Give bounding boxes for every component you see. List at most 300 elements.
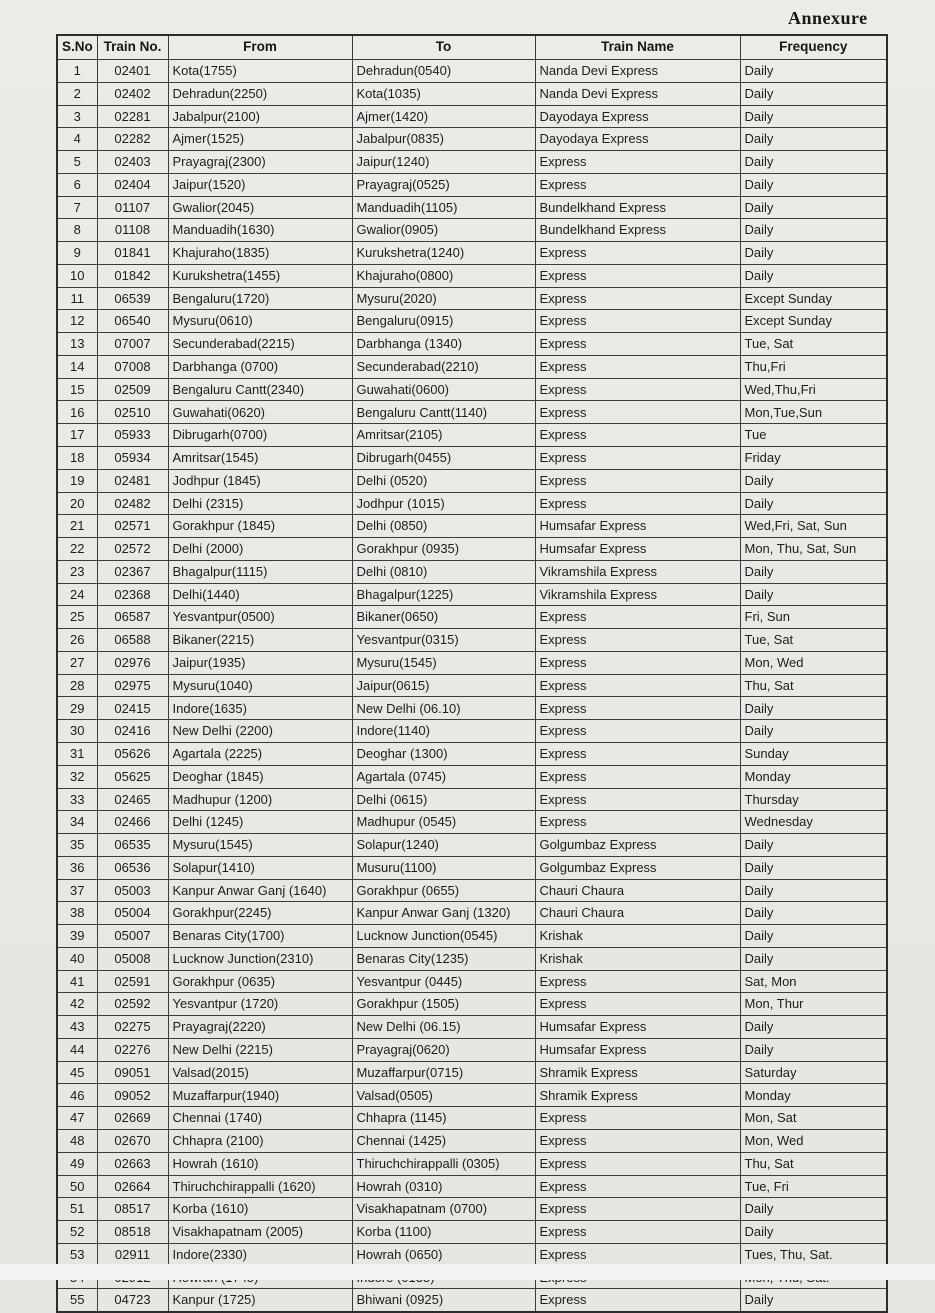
cell-train-no: 02572 <box>97 538 168 561</box>
cell-frequency: Tue, Sat <box>740 629 887 652</box>
cell-from: Yesvantpur (1720) <box>168 993 352 1016</box>
cell-train-no: 02275 <box>97 1016 168 1039</box>
cell-to: Manduadih(1105) <box>352 196 535 219</box>
cell-name: Express <box>535 1152 740 1175</box>
table-row <box>57 1107 887 1130</box>
cell-sno: 13 <box>57 333 97 356</box>
table-header-row <box>57 35 887 60</box>
cell-frequency: Tue, Sat <box>740 333 887 356</box>
column-header-to: To <box>352 35 535 60</box>
cell-train-no: 06535 <box>97 834 168 857</box>
table-row <box>57 1152 887 1175</box>
cell-name: Humsafar Express <box>535 1016 740 1039</box>
cell-sno: 8 <box>57 219 97 242</box>
cell-to: Chennai (1425) <box>352 1129 535 1152</box>
cell-train-no: 05626 <box>97 742 168 765</box>
cell-name: Nanda Devi Express <box>535 60 740 83</box>
table-row <box>57 128 887 151</box>
cell-name: Golgumbaz Express <box>535 834 740 857</box>
cell-train-no: 02664 <box>97 1175 168 1198</box>
cell-name: Vikramshila Express <box>535 583 740 606</box>
cell-to: Gorakhpur (0935) <box>352 538 535 561</box>
cell-from: Jaipur(1520) <box>168 173 352 196</box>
cell-to: Visakhapatnam (0700) <box>352 1198 535 1221</box>
cell-sno: 47 <box>57 1107 97 1130</box>
cell-sno: 14 <box>57 355 97 378</box>
cell-frequency: Mon, Thu, Sat, Sun <box>740 538 887 561</box>
cell-from: Gorakhpur (0635) <box>168 970 352 993</box>
cell-name: Express <box>535 173 740 196</box>
table-row <box>57 151 887 174</box>
cell-train-no: 02403 <box>97 151 168 174</box>
cell-from: Lucknow Junction(2310) <box>168 947 352 970</box>
cell-from: Mysuru(1040) <box>168 674 352 697</box>
table-row <box>57 651 887 674</box>
table-row <box>57 196 887 219</box>
cell-name: Express <box>535 720 740 743</box>
cell-frequency: Daily <box>740 947 887 970</box>
cell-from: Gwalior(2045) <box>168 196 352 219</box>
cell-frequency: Daily <box>740 60 887 83</box>
cell-to: Musuru(1100) <box>352 856 535 879</box>
cell-name: Express <box>535 492 740 515</box>
cell-frequency: Monday <box>740 1084 887 1107</box>
train-schedule-table <box>56 34 888 1313</box>
cell-from: Prayagraj(2220) <box>168 1016 352 1039</box>
cell-from: Agartala (2225) <box>168 742 352 765</box>
cell-frequency: Mon,Tue,Sun <box>740 401 887 424</box>
cell-from: Bengaluru Cantt(2340) <box>168 378 352 401</box>
column-header-name: Train Name <box>535 35 740 60</box>
cell-frequency: Daily <box>740 1038 887 1061</box>
cell-sno: 38 <box>57 902 97 925</box>
cell-from: Thiruchchirappalli (1620) <box>168 1175 352 1198</box>
cell-to: Indore(1140) <box>352 720 535 743</box>
cell-sno: 22 <box>57 538 97 561</box>
cell-to: Howrah (0650) <box>352 1243 535 1266</box>
cell-name: Express <box>535 287 740 310</box>
cell-sno: 30 <box>57 720 97 743</box>
cell-train-no: 06587 <box>97 606 168 629</box>
cell-frequency: Daily <box>740 856 887 879</box>
cell-frequency: Mon, Thur <box>740 993 887 1016</box>
table-row <box>57 1221 887 1244</box>
cell-name: Express <box>535 355 740 378</box>
table-row <box>57 287 887 310</box>
table-row <box>57 1129 887 1152</box>
cell-from: Delhi (2315) <box>168 492 352 515</box>
cell-to: Gorakhpur (0655) <box>352 879 535 902</box>
cell-to: Gorakhpur (1505) <box>352 993 535 1016</box>
table-row <box>57 765 887 788</box>
cell-sno: 4 <box>57 128 97 151</box>
table-row <box>57 993 887 1016</box>
cell-sno: 45 <box>57 1061 97 1084</box>
table-row <box>57 447 887 470</box>
cell-from: Delhi(1440) <box>168 583 352 606</box>
cell-frequency: Daily <box>740 196 887 219</box>
cell-to: Ajmer(1420) <box>352 105 535 128</box>
cell-to: New Delhi (06.15) <box>352 1016 535 1039</box>
cell-from: Howrah (1610) <box>168 1152 352 1175</box>
cell-name: Chauri Chaura <box>535 902 740 925</box>
cell-sno: 10 <box>57 264 97 287</box>
cell-train-no: 02592 <box>97 993 168 1016</box>
cell-sno: 16 <box>57 401 97 424</box>
cell-train-no: 01108 <box>97 219 168 242</box>
column-header-train-no: Train No. <box>97 35 168 60</box>
cell-from: Benaras City(1700) <box>168 925 352 948</box>
cell-name: Express <box>535 629 740 652</box>
cell-from: Darbhanga (0700) <box>168 355 352 378</box>
cell-to: Dibrugarh(0455) <box>352 447 535 470</box>
cell-to: Agartala (0745) <box>352 765 535 788</box>
cell-frequency: Thu,Fri <box>740 355 887 378</box>
table-row <box>57 469 887 492</box>
cell-sno: 35 <box>57 834 97 857</box>
cell-sno: 9 <box>57 242 97 265</box>
cell-train-no: 05003 <box>97 879 168 902</box>
column-header-sno: S.No <box>57 35 97 60</box>
cell-sno: 7 <box>57 196 97 219</box>
cell-from: Guwahati(0620) <box>168 401 352 424</box>
cell-from: Ajmer(1525) <box>168 128 352 151</box>
cell-to: Darbhanga (1340) <box>352 333 535 356</box>
cell-sno: 41 <box>57 970 97 993</box>
cell-to: Yesvantpur(0315) <box>352 629 535 652</box>
cell-frequency: Daily <box>740 879 887 902</box>
cell-sno: 17 <box>57 424 97 447</box>
cell-to: Bengaluru(0915) <box>352 310 535 333</box>
cell-name: Express <box>535 606 740 629</box>
cell-name: Express <box>535 264 740 287</box>
cell-sno: 20 <box>57 492 97 515</box>
cell-sno: 46 <box>57 1084 97 1107</box>
cell-frequency: Daily <box>740 492 887 515</box>
cell-name: Krishak <box>535 947 740 970</box>
cell-sno: 26 <box>57 629 97 652</box>
cell-sno: 33 <box>57 788 97 811</box>
cell-sno: 43 <box>57 1016 97 1039</box>
cell-sno: 3 <box>57 105 97 128</box>
train-table-body <box>57 60 887 1313</box>
cell-to: Guwahati(0600) <box>352 378 535 401</box>
cell-name: Express <box>535 447 740 470</box>
cell-name: Vikramshila Express <box>535 560 740 583</box>
cell-name: Shramik Express <box>535 1084 740 1107</box>
cell-sno: 23 <box>57 560 97 583</box>
column-header-from: From <box>168 35 352 60</box>
cell-from: Bhagalpur(1115) <box>168 560 352 583</box>
cell-from: Kurukshetra(1455) <box>168 264 352 287</box>
cell-train-no: 02670 <box>97 1129 168 1152</box>
cell-frequency: Thursday <box>740 788 887 811</box>
cell-sno: 25 <box>57 606 97 629</box>
cell-from: Yesvantpur(0500) <box>168 606 352 629</box>
cell-to: Jaipur(0615) <box>352 674 535 697</box>
table-row <box>57 1016 887 1039</box>
cell-sno: 44 <box>57 1038 97 1061</box>
table-row <box>57 856 887 879</box>
cell-frequency: Daily <box>740 925 887 948</box>
cell-frequency: Daily <box>740 697 887 720</box>
cell-from: Kanpur (1725) <box>168 1289 352 1312</box>
cell-train-no: 02663 <box>97 1152 168 1175</box>
cell-to: Kanpur Anwar Ganj (1320) <box>352 902 535 925</box>
cell-train-no: 01842 <box>97 264 168 287</box>
cell-to: Delhi (0850) <box>352 515 535 538</box>
cell-to: Bengaluru Cantt(1140) <box>352 401 535 424</box>
cell-train-no: 02481 <box>97 469 168 492</box>
cell-sno: 42 <box>57 993 97 1016</box>
cell-to: Korba (1100) <box>352 1221 535 1244</box>
table-row <box>57 834 887 857</box>
cell-name: Express <box>535 310 740 333</box>
cell-train-no: 02911 <box>97 1243 168 1266</box>
cell-from: New Delhi (2215) <box>168 1038 352 1061</box>
cell-from: Bengaluru(1720) <box>168 287 352 310</box>
cell-frequency: Sunday <box>740 742 887 765</box>
cell-to: Khajuraho(0800) <box>352 264 535 287</box>
cell-frequency: Daily <box>740 469 887 492</box>
cell-to: Gwalior(0905) <box>352 219 535 242</box>
cell-sno: 34 <box>57 811 97 834</box>
cell-name: Express <box>535 1107 740 1130</box>
cell-frequency: Daily <box>740 560 887 583</box>
cell-frequency: Sat, Mon <box>740 970 887 993</box>
cell-frequency: Daily <box>740 720 887 743</box>
cell-sno: 50 <box>57 1175 97 1198</box>
cell-train-no: 06540 <box>97 310 168 333</box>
cell-to: Amritsar(2105) <box>352 424 535 447</box>
cell-to: Solapur(1240) <box>352 834 535 857</box>
cell-frequency: Daily <box>740 1289 887 1312</box>
cell-frequency: Thu, Sat <box>740 1152 887 1175</box>
table-row <box>57 925 887 948</box>
table-row <box>57 674 887 697</box>
cell-frequency: Except Sunday <box>740 287 887 310</box>
cell-train-no: 01107 <box>97 196 168 219</box>
table-row <box>57 1243 887 1266</box>
cell-name: Express <box>535 765 740 788</box>
cell-to: Prayagraj(0525) <box>352 173 535 196</box>
table-row <box>57 401 887 424</box>
cell-to: Mysuru(2020) <box>352 287 535 310</box>
cell-train-no: 01841 <box>97 242 168 265</box>
cell-to: Benaras City(1235) <box>352 947 535 970</box>
table-row <box>57 173 887 196</box>
cell-frequency: Daily <box>740 105 887 128</box>
table-row <box>57 355 887 378</box>
cell-sno: 24 <box>57 583 97 606</box>
cell-train-no: 02415 <box>97 697 168 720</box>
cell-sno: 52 <box>57 1221 97 1244</box>
cell-frequency: Daily <box>740 242 887 265</box>
cell-train-no: 09052 <box>97 1084 168 1107</box>
cell-sno: 12 <box>57 310 97 333</box>
table-row <box>57 1061 887 1084</box>
table-row <box>57 538 887 561</box>
cell-name: Express <box>535 1175 740 1198</box>
cell-to: Bhiwani (0925) <box>352 1289 535 1312</box>
cell-to: Delhi (0520) <box>352 469 535 492</box>
cell-sno: 49 <box>57 1152 97 1175</box>
table-row <box>57 492 887 515</box>
cell-sno: 39 <box>57 925 97 948</box>
cell-sno: 53 <box>57 1243 97 1266</box>
cell-to: Valsad(0505) <box>352 1084 535 1107</box>
cell-from: New Delhi (2200) <box>168 720 352 743</box>
cell-to: Howrah (0310) <box>352 1175 535 1198</box>
cell-train-no: 05934 <box>97 447 168 470</box>
cell-from: Mysuru(0610) <box>168 310 352 333</box>
table-row <box>57 242 887 265</box>
cell-from: Dehradun(2250) <box>168 82 352 105</box>
cell-train-no: 07007 <box>97 333 168 356</box>
cell-sno: 1 <box>57 60 97 83</box>
cell-from: Bikaner(2215) <box>168 629 352 652</box>
cell-frequency: Daily <box>740 128 887 151</box>
cell-train-no: 02510 <box>97 401 168 424</box>
cell-train-no: 02368 <box>97 583 168 606</box>
cell-frequency: Tue <box>740 424 887 447</box>
cell-name: Express <box>535 469 740 492</box>
cell-name: Humsafar Express <box>535 538 740 561</box>
cell-name: Bundelkhand Express <box>535 219 740 242</box>
cell-name: Nanda Devi Express <box>535 82 740 105</box>
cell-frequency: Monday <box>740 765 887 788</box>
cell-from: Visakhapatnam (2005) <box>168 1221 352 1244</box>
cell-train-no: 08518 <box>97 1221 168 1244</box>
cell-name: Express <box>535 1129 740 1152</box>
cell-to: Bhagalpur(1225) <box>352 583 535 606</box>
cell-from: Dibrugarh(0700) <box>168 424 352 447</box>
cell-frequency: Wed,Thu,Fri <box>740 378 887 401</box>
cell-sno: 51 <box>57 1198 97 1221</box>
cell-from: Amritsar(1545) <box>168 447 352 470</box>
cell-frequency: Wednesday <box>740 811 887 834</box>
cell-name: Express <box>535 378 740 401</box>
table-row <box>57 879 887 902</box>
table-row <box>57 1175 887 1198</box>
cell-sno: 6 <box>57 173 97 196</box>
cell-from: Manduadih(1630) <box>168 219 352 242</box>
cell-train-no: 07008 <box>97 355 168 378</box>
cell-from: Secunderabad(2215) <box>168 333 352 356</box>
cell-train-no: 05007 <box>97 925 168 948</box>
cell-train-no: 02401 <box>97 60 168 83</box>
cell-train-no: 06539 <box>97 287 168 310</box>
cell-train-no: 02591 <box>97 970 168 993</box>
cell-from: Prayagraj(2300) <box>168 151 352 174</box>
cell-frequency: Daily <box>740 219 887 242</box>
cell-name: Express <box>535 742 740 765</box>
cell-sno: 55 <box>57 1289 97 1312</box>
cell-to: Dehradun(0540) <box>352 60 535 83</box>
cell-sno: 31 <box>57 742 97 765</box>
cell-frequency: Daily <box>740 1016 887 1039</box>
cell-train-no: 02571 <box>97 515 168 538</box>
cell-to: Prayagraj(0620) <box>352 1038 535 1061</box>
cell-train-no: 05004 <box>97 902 168 925</box>
cell-name: Bundelkhand Express <box>535 196 740 219</box>
cell-sno: 40 <box>57 947 97 970</box>
cell-name: Chauri Chaura <box>535 879 740 902</box>
cell-train-no: 05933 <box>97 424 168 447</box>
cell-name: Express <box>535 1289 740 1312</box>
cell-from: Delhi (1245) <box>168 811 352 834</box>
table-row <box>57 82 887 105</box>
cell-from: Solapur(1410) <box>168 856 352 879</box>
table-row <box>57 742 887 765</box>
table-row <box>57 333 887 356</box>
cell-frequency: Mon, Wed <box>740 1129 887 1152</box>
cell-train-no: 02404 <box>97 173 168 196</box>
cell-frequency: Daily <box>740 264 887 287</box>
scan-edge-strip <box>0 1264 935 1280</box>
cell-sno: 19 <box>57 469 97 492</box>
cell-frequency: Thu, Sat <box>740 674 887 697</box>
cell-to: Thiruchchirappalli (0305) <box>352 1152 535 1175</box>
cell-train-no: 02282 <box>97 128 168 151</box>
cell-name: Express <box>535 697 740 720</box>
cell-sno: 48 <box>57 1129 97 1152</box>
cell-from: Gorakhpur(2245) <box>168 902 352 925</box>
page-title: Annexure <box>788 8 868 28</box>
table-row <box>57 424 887 447</box>
cell-to: Delhi (0810) <box>352 560 535 583</box>
cell-name: Express <box>535 333 740 356</box>
cell-from: Chhapra (2100) <box>168 1129 352 1152</box>
table-row <box>57 811 887 834</box>
cell-to: Kurukshetra(1240) <box>352 242 535 265</box>
cell-from: Jabalpur(2100) <box>168 105 352 128</box>
table-row <box>57 515 887 538</box>
table-row <box>57 947 887 970</box>
table-row <box>57 60 887 83</box>
cell-to: Secunderabad(2210) <box>352 355 535 378</box>
cell-train-no: 02509 <box>97 378 168 401</box>
table-row <box>57 560 887 583</box>
cell-train-no: 02975 <box>97 674 168 697</box>
cell-name: Express <box>535 970 740 993</box>
table-row <box>57 697 887 720</box>
cell-from: Indore(2330) <box>168 1243 352 1266</box>
table-row <box>57 583 887 606</box>
table-row <box>57 1084 887 1107</box>
cell-train-no: 08517 <box>97 1198 168 1221</box>
table-row <box>57 629 887 652</box>
cell-train-no: 02367 <box>97 560 168 583</box>
cell-name: Express <box>535 811 740 834</box>
cell-frequency: Daily <box>740 173 887 196</box>
cell-sno: 32 <box>57 765 97 788</box>
cell-sno: 5 <box>57 151 97 174</box>
cell-frequency: Mon, Sat <box>740 1107 887 1130</box>
cell-frequency: Fri, Sun <box>740 606 887 629</box>
cell-name: Express <box>535 1243 740 1266</box>
cell-to: Delhi (0615) <box>352 788 535 811</box>
table-row <box>57 264 887 287</box>
cell-train-no: 02465 <box>97 788 168 811</box>
cell-from: Delhi (2000) <box>168 538 352 561</box>
cell-sno: 15 <box>57 378 97 401</box>
cell-from: Deoghar (1845) <box>168 765 352 788</box>
cell-to: Lucknow Junction(0545) <box>352 925 535 948</box>
cell-name: Golgumbaz Express <box>535 856 740 879</box>
cell-from: Jaipur(1935) <box>168 651 352 674</box>
cell-to: Kota(1035) <box>352 82 535 105</box>
